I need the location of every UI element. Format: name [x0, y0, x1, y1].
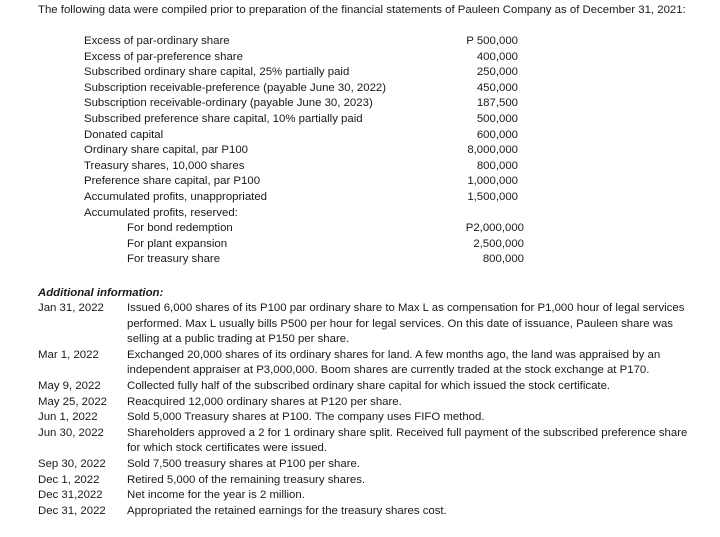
event-date: May 25, 2022	[38, 395, 108, 408]
event-date: Jun 1, 2022	[38, 411, 98, 424]
event-text: Sold 7,500 treasury shares at P100 per share.	[127, 457, 361, 470]
event-item	[38, 379, 698, 395]
account-value: 187,500	[476, 97, 518, 110]
account-row	[84, 112, 534, 128]
reserved-row	[84, 237, 534, 253]
account-label: Accumulated profits, unappropriated	[84, 190, 267, 203]
event-text: Net income for the year is 2 million.	[127, 489, 305, 502]
account-value: 600,000	[476, 128, 518, 141]
account-label: Donated capital	[84, 128, 164, 141]
account-row	[84, 81, 534, 97]
account-row	[84, 190, 534, 206]
account-label: Ordinary share capital, par P100	[84, 144, 248, 157]
account-value: 1,000,000	[467, 175, 518, 188]
reserved-label: For plant expansion	[127, 237, 228, 250]
account-value: 1,500,000	[467, 190, 518, 203]
account-list	[84, 34, 534, 268]
account-row	[84, 50, 534, 66]
event-item	[38, 301, 698, 348]
account-label: Subscribed ordinary share capital, 25% partially paid	[84, 66, 350, 79]
event-text: Sold 5,000 Treasury shares at P100. The company uses FIFO method.	[127, 411, 485, 424]
account-row	[84, 143, 534, 159]
event-date: Jan 31, 2022	[38, 302, 104, 314]
reserved-label: For bond redemption	[127, 222, 233, 235]
reserved-label: For treasury share	[127, 253, 221, 266]
event-item	[38, 426, 698, 457]
event-list	[38, 301, 698, 519]
event-text: Collected fully half of the subscribed ordinary share capital for which issued the stock certificate.	[127, 379, 611, 392]
account-row	[84, 206, 534, 222]
account-label: Excess of par-preference share	[84, 50, 243, 63]
account-row	[84, 34, 534, 50]
event-item	[38, 504, 698, 520]
account-label: Accumulated profits, reserved:	[84, 206, 238, 219]
account-value: P 500,000	[466, 35, 518, 47]
account-value: 250,000	[476, 66, 518, 79]
event-item	[38, 457, 698, 473]
account-row	[84, 174, 534, 190]
event-date: May 9, 2022	[38, 379, 101, 392]
event-text: Shareholders approved a 2 for 1 ordinary share split. Received full payment of the subscribed preference share for which stock certificates were issued.	[127, 426, 688, 455]
event-item	[38, 488, 698, 504]
event-date: Sep 30, 2022	[38, 457, 106, 470]
account-label: Preference share capital, par P100	[84, 175, 261, 188]
event-item	[38, 348, 698, 379]
event-text: Retired 5,000 of the remaining treasury shares.	[127, 473, 366, 486]
event-date: Jun 30, 2022	[38, 426, 104, 439]
event-text: Appropriated the retained earnings for the treasury shares cost.	[127, 504, 447, 517]
event-text: Issued 6,000 shares of its P100 par ordinary share to Max L as compensation for P1,000 hour of legal services performed. Max L usually bills P500 per hour for legal services. On this date of issuance, Pauleen share was selling at a public trading at P150 per share.	[127, 302, 685, 346]
account-row	[84, 159, 534, 175]
reserved-value: 800,000	[482, 253, 524, 266]
account-value: 400,000	[476, 50, 518, 63]
additional-info-heading: Additional information:	[38, 287, 164, 299]
account-value: 800,000	[476, 159, 518, 172]
event-date: Dec 31,2022	[38, 489, 103, 502]
account-label: Subscribed preference share capital, 10% partially paid	[84, 112, 363, 125]
reserved-value: P2,000,000	[465, 222, 524, 235]
reserved-row	[84, 252, 534, 268]
account-value: 500,000	[476, 112, 518, 125]
event-date: Mar 1, 2022	[38, 348, 99, 361]
account-row	[84, 96, 534, 112]
reserved-value: 2,500,000	[473, 237, 524, 250]
account-label: Subscription receivable-ordinary (payable June 30, 2023)	[84, 97, 373, 110]
event-item	[38, 410, 698, 426]
account-value: 8,000,000	[467, 144, 518, 157]
account-label: Subscription receivable-preference (payable June 30, 2022)	[84, 81, 387, 94]
event-text: Exchanged 20,000 shares of its ordinary shares for land. A few months ago, the land was appraised by an independent appraiser at P3,000,000. Boom shares are currently traded at the stock exchange at P170.	[127, 348, 661, 377]
event-date: Dec 1, 2022	[38, 473, 100, 486]
account-label: Treasury shares, 10,000 shares	[84, 159, 245, 172]
account-value: 450,000	[476, 81, 518, 94]
event-item	[38, 473, 698, 489]
event-date: Dec 31, 2022	[38, 504, 106, 517]
account-row	[84, 65, 534, 81]
reserved-row	[84, 221, 534, 237]
intro-paragraph: The following data were compiled prior to preparation of the financial statements of Pauleen Company as of December 31, 2021:	[38, 4, 686, 16]
account-row	[84, 128, 534, 144]
event-text: Reacquired 12,000 ordinary shares at P120 per share.	[127, 395, 402, 408]
account-label: Excess of par-ordinary share	[84, 35, 230, 47]
event-item	[38, 395, 698, 411]
